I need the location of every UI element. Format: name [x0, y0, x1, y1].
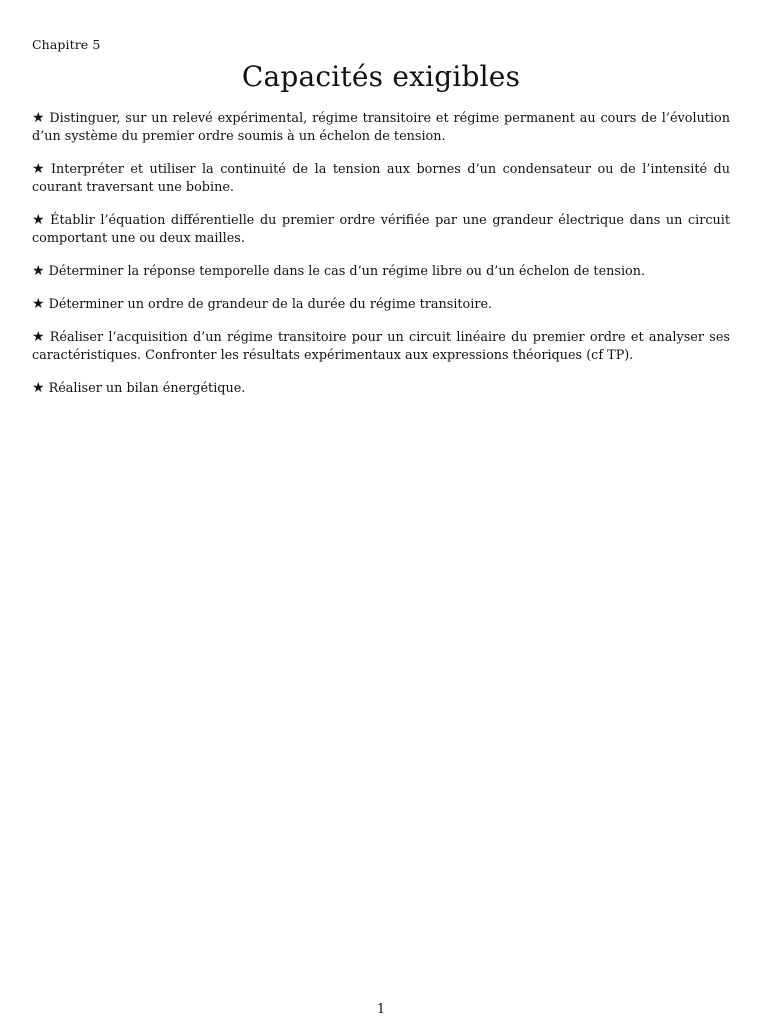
chapter-label: Chapitre 5 [32, 37, 101, 52]
page-title: Capacités exigibles [241, 60, 521, 93]
list-item [32, 160, 730, 197]
star-icon: ★ [32, 296, 45, 312]
list-item-text: Déterminer un ordre de grandeur de la durée du régime transitoire. [48, 297, 493, 312]
star-icon: ★ [32, 263, 45, 279]
list-item [32, 211, 730, 248]
list-item [32, 379, 730, 398]
star-icon: ★ [32, 212, 47, 228]
list-item-text: Interpréter et utiliser la continuité de la tension aux bornes d’un condensateur ou de l’intensité du courant traversant une bobine. [32, 162, 730, 195]
list-item-text: Réaliser un bilan énergétique. [48, 381, 246, 396]
star-icon: ★ [32, 110, 46, 126]
list-item [32, 109, 730, 146]
star-icon: ★ [32, 329, 46, 345]
list-item [32, 262, 730, 281]
list-item-text: Établir l’équation différentielle du premier ordre vérifiée par une grandeur électrique dans un circuit comportant une ou deux mailles. [32, 213, 730, 246]
star-icon: ★ [32, 380, 45, 396]
star-icon: ★ [32, 161, 47, 177]
document-page [32, 0, 730, 1024]
list-item [32, 328, 730, 365]
list-item-text: Distinguer, sur un relevé expérimental, régime transitoire et régime permanent au cours de l’évolution d’un système du premier ordre soumis à un échelon de tension. [32, 111, 730, 144]
page-number: 1 [376, 1002, 386, 1017]
capabilities-list [32, 109, 730, 412]
list-item-text: Réaliser l’acquisition d’un régime transitoire pour un circuit linéaire du premier ordre et analyser ses caractéristiques. Confronter les résultats expérimentaux aux expressions théoriques (cf TP). [32, 330, 730, 363]
list-item [32, 295, 730, 314]
list-item-text: Déterminer la réponse temporelle dans le cas d’un régime libre ou d’un échelon de tension. [48, 264, 646, 279]
